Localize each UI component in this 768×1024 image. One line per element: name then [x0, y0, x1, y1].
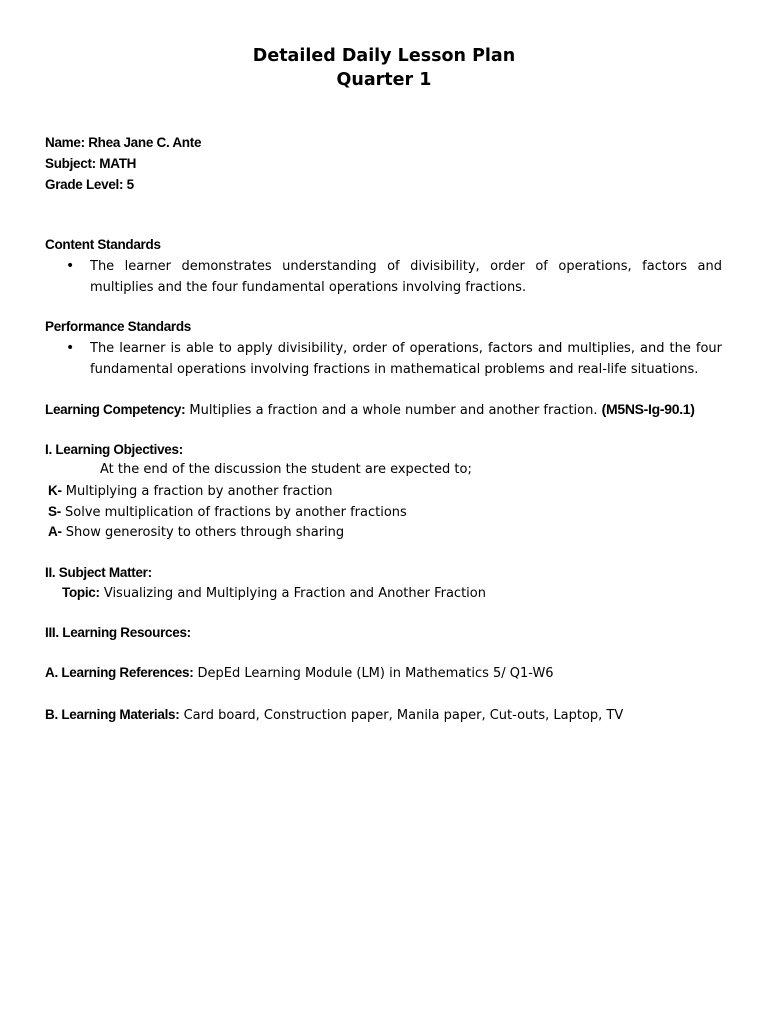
subject: Subject: MATH	[45, 156, 137, 171]
content-standards-text: The learner demonstrates understanding of divisibility, order of operations, factors and multiplies and the four fundamental operations involving fractions.	[90, 259, 722, 295]
performance-standards-text: The learner is able to apply divisibility, order of operations, factors and multiplies, and the four fundamental operations involving fractions in mathematical problems and real-life situations.	[90, 341, 722, 377]
learning-references	[45, 665, 554, 682]
learning-materials	[45, 707, 623, 724]
topic-text: Visualizing and Multiplying a Fraction and Another Fraction	[99, 586, 486, 601]
objectives-intro: At the end of the discussion the student are expected to;	[100, 462, 472, 477]
references-text: DepEd Learning Module (LM) in Mathematics 5/ Q1-W6	[193, 666, 554, 681]
competency-code: (M5NS-Ig-90.1)	[601, 401, 695, 417]
learning-competency-text: Multiplies a fraction and a whole number and another fraction.	[185, 403, 602, 418]
content-standards-heading: Content Standards	[45, 237, 161, 252]
objective-text: Show generosity to others through sharing	[61, 525, 345, 540]
resources-heading: III. Learning Resources:	[45, 625, 191, 640]
learning-competency-label: Learning Competency:	[45, 402, 186, 417]
objective-text: Solve multiplication of fractions by another fractions	[60, 505, 407, 520]
bullet-icon: •	[66, 340, 75, 356]
grade-level: Grade Level: 5	[45, 177, 134, 192]
references-label: A. Learning References:	[45, 665, 194, 680]
document-subtitle: Quarter 1	[336, 70, 432, 90]
performance-standards-heading: Performance Standards	[45, 319, 192, 334]
subject-matter-heading: II. Subject Matter:	[45, 565, 152, 580]
objective-key: S-	[48, 504, 61, 519]
topic-label: Topic:	[62, 585, 100, 600]
teacher-name: Name: Rhea Jane C. Ante	[45, 135, 202, 150]
objectives-heading: I. Learning Objectives:	[45, 442, 183, 457]
objective-s	[48, 504, 407, 521]
objective-a	[48, 524, 344, 541]
objective-k	[48, 483, 333, 500]
materials-text: Card board, Construction paper, Manila paper, Cut-outs, Laptop, TV	[179, 708, 624, 723]
objective-text: Multiplying a fraction by another fraction	[61, 484, 333, 499]
objective-key: A-	[48, 524, 62, 539]
learning-competency	[45, 401, 695, 419]
topic	[62, 585, 486, 602]
materials-label: B. Learning Materials:	[45, 707, 180, 722]
document-title: Detailed Daily Lesson Plan	[252, 46, 516, 66]
bullet-icon: •	[66, 258, 75, 274]
objective-key: K-	[48, 483, 62, 498]
